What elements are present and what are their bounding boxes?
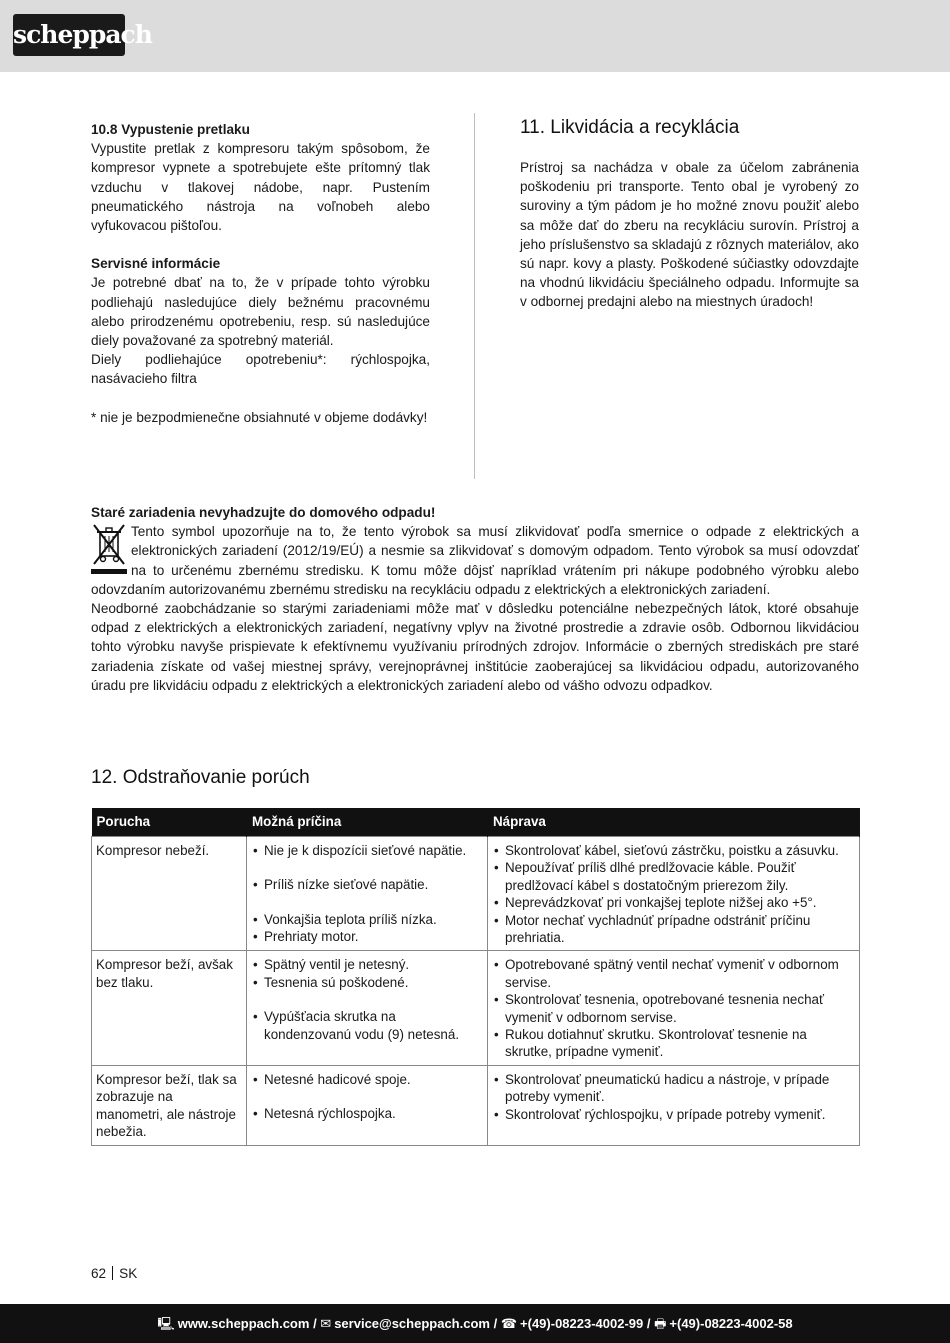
pressure-release-title: 10.8 Vypustenie pretlaku	[91, 122, 250, 137]
crossed-bin-svg	[91, 522, 127, 568]
footer-bar: 🖳 www.scheppach.com / ✉ service@scheppach.com / ☎ +(49)-08223-4002-99 / 🖶 +(49)-08223-4002-58	[0, 1304, 950, 1343]
section-title: Likvidácia a recyklácia	[550, 117, 740, 138]
recycling-text: Prístroj sa nachádza v obale za účelom zabránenia poškodeniu pri transporte. Tento obal je vyrobený zo suroviny a tým pádom je ho možné znovu použiť alebo sa môže dať do zberu na recykláciu surovín. Prístroj a jeho príslušenstvo sa skladajú z rôznych materiálov, ako sú napr. kovy a plasty. Poškodené súčiastky odovzdajte na vhodnú likvidáciu špeciálneho odpadu. Informujte sa v odbornej predajni alebo na miestnych úradoch!	[520, 160, 859, 310]
list-item: • Nepoužívať príliš dlhé predlžovacie káble. Použiť predlžovací kábel s dostatočným prierezom žily.	[492, 859, 855, 894]
list-item: • Vypúšťacia skrutka na kondenzovanú vodu (9) netesná.	[251, 1008, 483, 1043]
section-number: 11.	[520, 117, 546, 138]
envelope-icon: ✉	[320, 1316, 332, 1331]
table-row	[92, 837, 860, 951]
list-item: • Skontrolovať kábel, sieťovú zástrčku, poistku a zásuvku.	[492, 842, 855, 859]
phone-icon: ☎	[500, 1316, 518, 1331]
column-header-cause: Možná príčina	[247, 808, 488, 837]
table-row	[92, 1065, 860, 1145]
service-info-title: Servisné informácie	[91, 256, 221, 272]
list-item: • Vonkajšia teplota príliš nízka.	[251, 911, 483, 928]
remedy-cell	[488, 837, 860, 951]
service-info-text: Je potrebné dbať na to, že v prípade tohto výrobku podliehajú nasledujúce diely bežnému pracovnému alebo prirodzenému opotrebeniu, resp. sú nasledujúce diely považované za spotrebný materiál.	[91, 275, 430, 349]
remedy-cell	[488, 951, 860, 1065]
disposal-section-heading	[520, 116, 859, 140]
list-item: • Rukou dotiahnuť skrutku. Skontrolovať tesnenie na skrutke, prípadne vymeniť.	[492, 1026, 855, 1061]
weee-disposal-block	[91, 503, 859, 695]
weee-title: Staré zariadenia nevyhadzujte do domového odpadu!	[91, 505, 436, 520]
list-item: • Neprevádzkovať pri vonkajšej teplote nižšej ako +5°.	[492, 894, 855, 911]
list-item: • Nie je k dispozícii sieťové napätie.	[251, 842, 483, 859]
left-column	[91, 120, 430, 427]
troubleshooting-heading	[91, 766, 310, 790]
weee-text-2: Neodborné zaobchádzanie so starými zariadeniami môže mať v dôsledku potenciálne nebezpečných látok, ktoré obsahuje odpad z elektrických a elektronických zariadení, negatívny vplyv na životné prostredie a zdravie osôb. Odbornou likvidáciou tohto výrobku navyše prispievate k efektívnemu využívaniu prírodných zdrojov. Informácie o zberných strediskách pre staré zariadenia získate od vašej miestnej správy, verejnoprávnej inštitúcie zaoberajúcej sa likvidáciou odpadu, autorizovaného úradu pre likvidáciu odpadu z elektrických a elektronických zariadení alebo od vášho odvozu odpadkov.	[91, 601, 859, 693]
list-item: • Motor nechať vychladnúť prípadne odstrániť príčinu prehriatia.	[492, 912, 855, 947]
page-number-value: 62	[91, 1266, 107, 1281]
footnote-text: * nie je bezpodmienečne obsiahnuté v objeme dodávky!	[91, 409, 428, 425]
list-item: • Príliš nízke sieťové napätie.	[251, 876, 483, 893]
list-item: • Skontrolovať rýchlospojku, v prípade potreby vymeniť.	[492, 1106, 855, 1123]
cause-cell	[247, 837, 488, 951]
wear-parts-text: Diely podliehajúce opotrebeniu*: rýchlospojka, nasávacieho filtra	[91, 352, 430, 387]
footer-phone: +(49)-08223-4002-99	[520, 1316, 644, 1331]
column-header-fault: Porucha	[92, 808, 247, 837]
page-number	[91, 1265, 137, 1283]
fault-cell: Kompresor nebeží.	[92, 837, 247, 951]
troubleshooting-table	[91, 808, 860, 1146]
section-title: Odstraňovanie porúch	[122, 767, 310, 788]
list-item: • Netesná rýchlospojka.	[251, 1105, 483, 1122]
table-header-row	[92, 808, 860, 837]
crossed-bin-icon	[91, 522, 127, 574]
footer-web-link[interactable]: www.scheppach.com	[177, 1316, 310, 1331]
cause-cell	[247, 951, 488, 1065]
header-bar	[0, 0, 950, 72]
monitor-icon: 🖳	[157, 1316, 175, 1331]
list-item: • Netesné hadicové spoje.	[251, 1071, 483, 1088]
footer-email-link[interactable]: service@scheppach.com	[334, 1316, 490, 1331]
section-number: 12.	[91, 767, 118, 788]
fax-icon: 🖶	[654, 1316, 667, 1331]
list-item: • Skontrolovať pneumatickú hadicu a nástroje, v prípade potreby vymeniť.	[492, 1071, 855, 1106]
page-language: SK	[119, 1266, 138, 1281]
remedy-cell	[488, 1065, 860, 1145]
table-row	[92, 951, 860, 1065]
footer-fax: +(49)-08223-4002-58	[669, 1316, 793, 1331]
list-item: • Tesnenia sú poškodené.	[251, 974, 483, 991]
page-number-separator	[112, 1266, 113, 1280]
right-column	[520, 116, 859, 312]
list-item: • Opotrebované spätný ventil nechať vymeniť v odbornom servise.	[492, 956, 855, 991]
list-item: • Prehriaty motor.	[251, 928, 483, 945]
fault-cell: Kompresor beží, avšak bez tlaku.	[92, 951, 247, 1065]
list-item: • Skontrolovať tesnenia, opotrebované tesnenia nechať vymeniť v odbornom servise.	[492, 991, 855, 1026]
list-item: • Spätný ventil je netesný.	[251, 956, 483, 973]
cause-cell	[247, 1065, 488, 1145]
column-header-remedy: Náprava	[488, 808, 860, 837]
column-divider	[474, 113, 475, 479]
pressure-release-text: Vypustite pretlak z kompresoru takým spôsobom, že kompresor vypnete a spotrebujete ešte prítomný tlak vzduchu v tlakovej nádobe, napr. Pustením pneumatického nástroja na voľnobeh alebo vyfukovacou pištoľou.	[91, 141, 430, 234]
weee-text-1: Tento symbol upozorňuje na to, že tento výrobok sa musí zlikvidovať podľa smernice o odpade z elektrických a elektronických zariadení (2012/19/EÚ) a nesmie sa zlikvidovať s domovým odpadom. Tento výrobok sa musí odovzdať na to určenému zbernému stredisku. K tomu môže dôjsť napríklad vrátením pri nákupe podobného výrobku alebo odovzdaním autorizovanému zbernému stredisku na recykláciu odpadu z elektrických a elektronických zariadení.	[91, 524, 859, 597]
brand-logo: scheppach	[13, 14, 125, 56]
fault-cell: Kompresor beží, tlak sa zobrazuje na manometri, ale nástroje nebežia.	[92, 1065, 247, 1145]
